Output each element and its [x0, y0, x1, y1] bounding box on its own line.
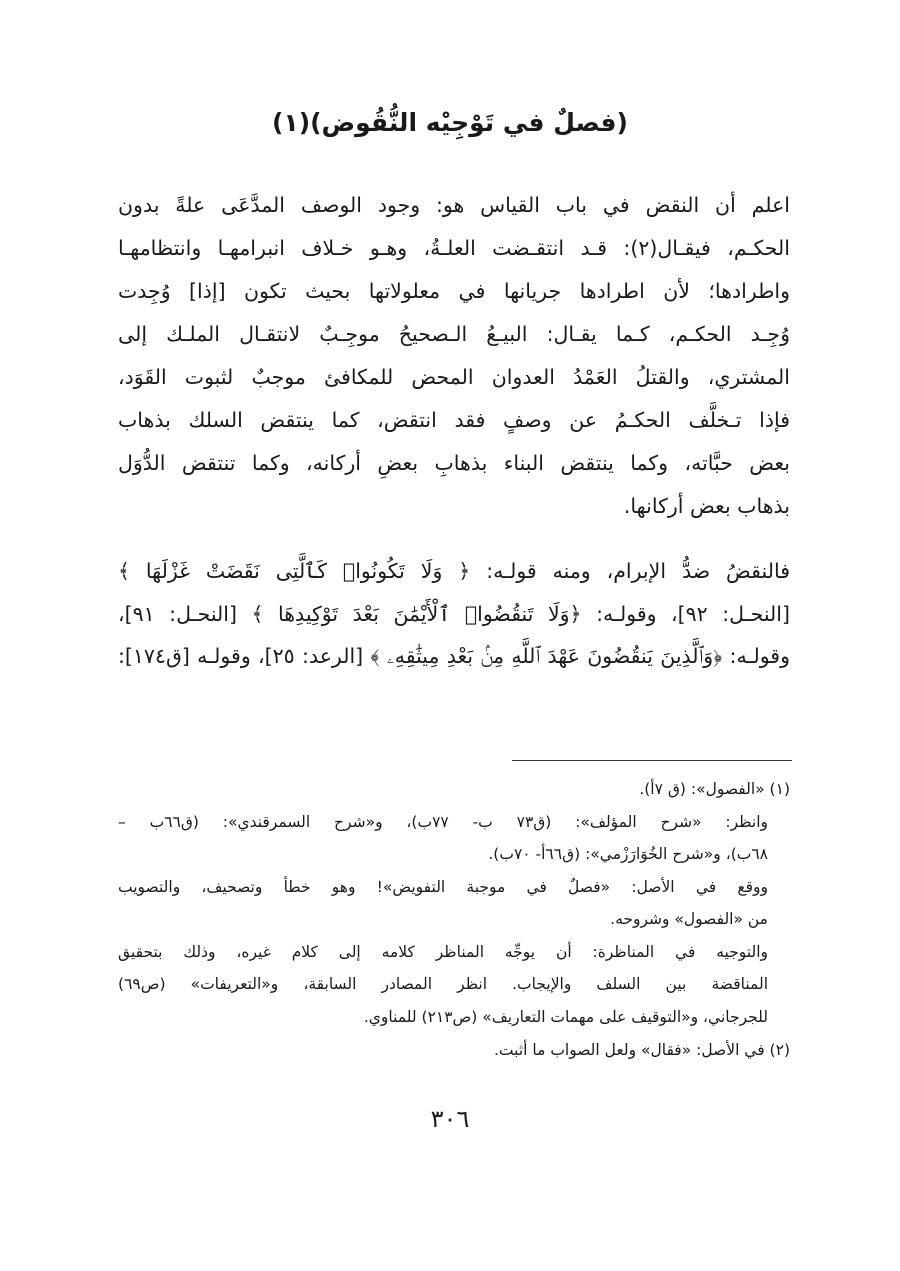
body-line: الحكـم، فيقـال(٢): قـد انتقـضت العلـةُ، وهـو خـلاف انبرامهـا وانتظامهـا: [118, 236, 790, 260]
footnote-line: المناقضة بين السلف والإيجاب. انظر المصادر السابقة، و«التعريفات» (ص٦٩): [118, 975, 768, 993]
footnote-line: والتوجيه في المناظرة: أن يوجِّه المناظر كلامه إلى كلام غيره، وذلك بتحقيق: [118, 943, 768, 961]
page-number: ٣٠٦: [430, 1105, 470, 1133]
footnote-line: (٢) في الأصل: «فقال» ولعل الصواب ما أثبت.: [494, 1041, 790, 1059]
body-line: [النحـل: ٩٢]، وقولـه: ﴿وَلَا تَنقُضُوا۟ ٱلْأَيْمَٰنَ بَعْدَ تَوْكِيدِهَا ﴾ [النحـل: ٩١]،: [118, 602, 790, 626]
footnote-line: ووقع في الأصل: «فصلٌ في موجبة التفويض»! وهو خطأ وتصحيف، والتصويب: [118, 878, 768, 896]
body-line: وقولـه: ﴿وَٱلَّذِينَ يَنقُضُونَ عَهْدَ ٱللَّهِ مِنۢ بَعْدِ مِيثَٰقِهِۦ ﴾ [الرعد: ٢٥]، وقولـه [ق١٧٤]:: [118, 644, 790, 668]
footnote-line: ٦٨ب)، و«شرح الخُوَارَزْمي»: (ق٦٦أ- ٧٠ب).: [488, 845, 768, 863]
body-line: واطرادها؛ لأن اطرادها جريانها في معلولاتها بحيث تكون [إذا] وُجِدت: [118, 279, 790, 303]
footnote-line: للجرجاني، و«التوقيف على مهمات التعاريف» (ص٢١٣) للمناوي.: [363, 1008, 768, 1026]
body-line: فالنقضُ ضدُّ الإبرام، ومنه قولـه: ﴿ وَلَا تَكُونُوا۟ كَٱلَّتِى نَقَضَتْ غَزْلَهَا ﴾: [118, 559, 790, 583]
footnote-line: وانظر: «شرح المؤلف»: (ق٧٣ ب- ٧٧ب)، و«شرح السمرقندي»: (ق٦٦ب –: [118, 813, 768, 831]
body-line: اعلم أن النقض في باب القياس هو: وجود الوصف المدَّعَى علةً بدون: [118, 193, 790, 217]
body-line: وُجِـد الحكـم، كـما يقـال: البيـعُ الـصحيحُ موجِـبٌ لانتقـال الملـك إلى: [118, 322, 790, 346]
body-line: بعض حبَّاته، وكما ينتقض البناء بذهابِ بعضِ أركانه، وكما تنتقض الدُّوَل: [118, 451, 790, 475]
section-title: (فصلٌ في تَوْجِيْه النُّقُوض)(١): [272, 108, 628, 137]
footnote-line: (١) «الفصول»: (ق ٧أ).: [639, 780, 790, 798]
body-line: بذهاب بعض أركانها.: [623, 494, 790, 518]
body-line: فإذا تـخلَّف الحكـمُ عن وصفٍ فقد انتقض، كما ينتقض السلك بذهاب: [118, 408, 790, 432]
footnote-separator: [512, 760, 792, 761]
body-line: المشتري، والقتلُ العَمْدُ العدوان المحض للمكافئ موجبٌ لثبوت القَوَد،: [118, 365, 790, 389]
footnote-line: من «الفصول» وشروحه.: [610, 910, 768, 928]
